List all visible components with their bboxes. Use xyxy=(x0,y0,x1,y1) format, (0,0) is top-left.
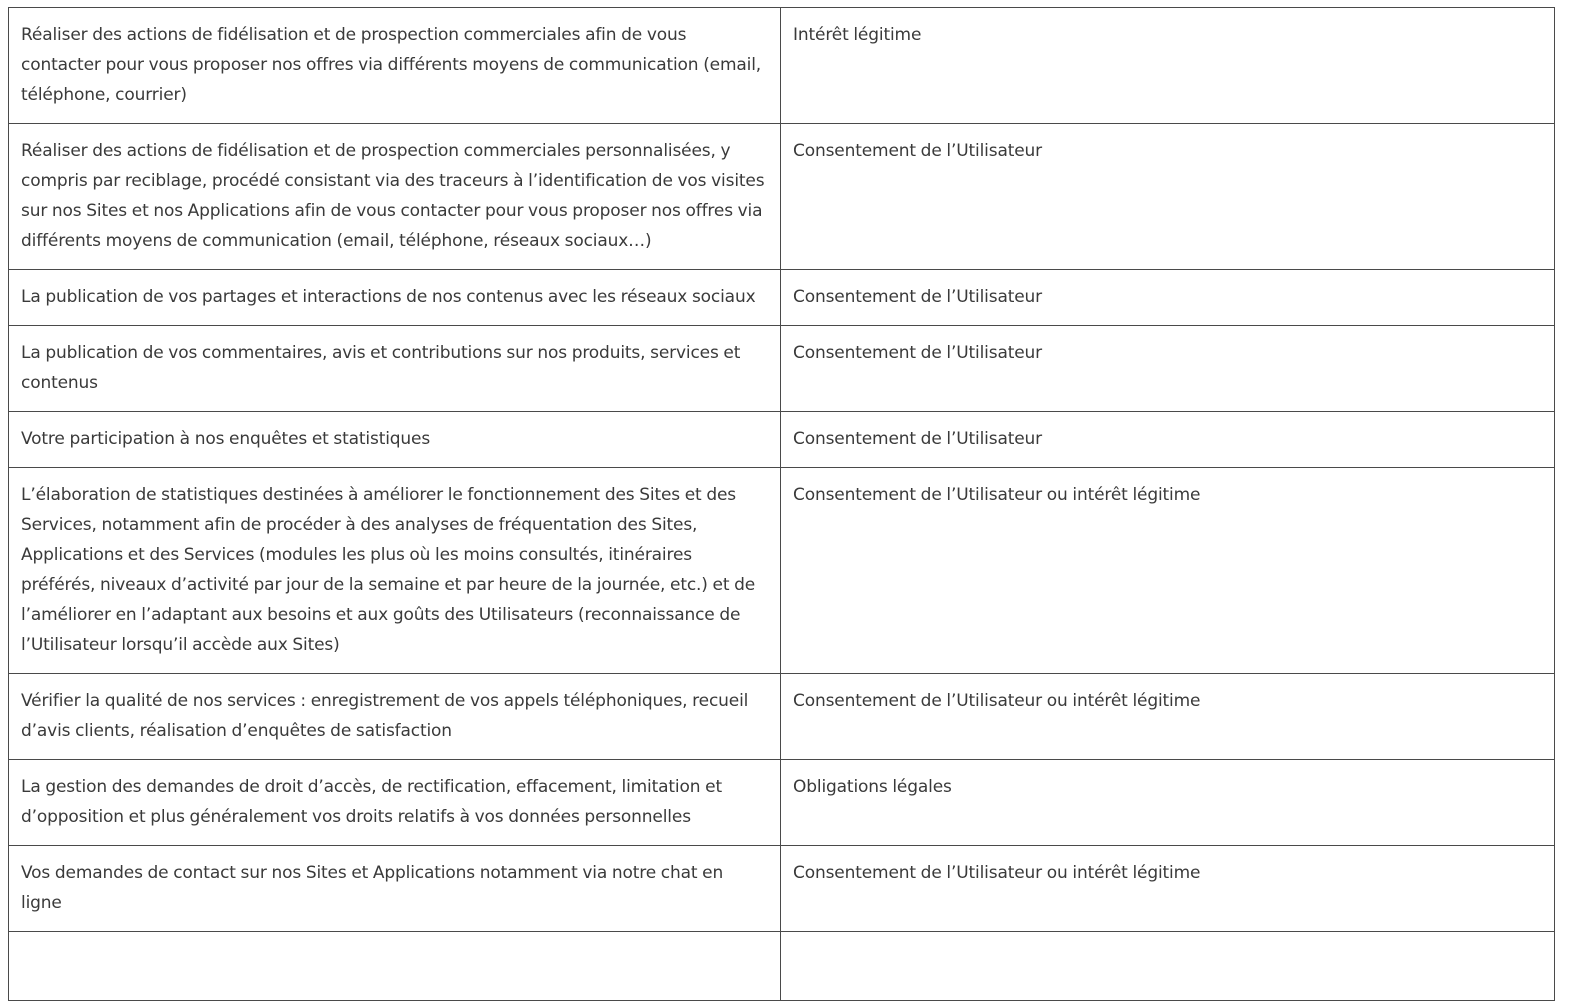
purpose-cell: L’élaboration de statistiques destinées à améliorer le fonctionnement des Sites et des Services, notamment afin de procéder à des analyses de fréquentation des Sites, Applications et des Services (modules les plus où les moins consultés, itinéraires préférés, niveaux d’activité par jour de la semaine et par heure de la journée, etc.) et de l’améliorer en l’adaptant aux besoins et aux goûts des Utilisateurs (reconnaissance de l’Utilisateur lorsqu’il accède aux Sites) xyxy=(9,468,781,674)
purpose-cell-empty xyxy=(9,932,781,1001)
legal-basis-cell-empty xyxy=(781,932,1555,1001)
purpose-cell: La publication de vos partages et interactions de nos contenus avec les réseaux sociaux xyxy=(9,270,781,326)
table-row xyxy=(9,760,1555,846)
legal-basis-cell: Consentement de l’Utilisateur xyxy=(781,326,1555,412)
table-row xyxy=(9,674,1555,760)
processing-table-wrapper xyxy=(8,7,1554,1001)
processing-purposes-table xyxy=(8,7,1555,1001)
purpose-cell: La gestion des demandes de droit d’accès, de rectification, effacement, limitation et d’opposition et plus généralement vos droits relatifs à vos données personnelles xyxy=(9,760,781,846)
legal-basis-cell: Consentement de l’Utilisateur xyxy=(781,270,1555,326)
legal-basis-cell: Consentement de l’Utilisateur xyxy=(781,124,1555,270)
table-row-partial xyxy=(9,932,1555,1001)
table-row xyxy=(9,468,1555,674)
legal-basis-cell: Consentement de l’Utilisateur ou intérêt légitime xyxy=(781,468,1555,674)
legal-basis-cell: Obligations légales xyxy=(781,760,1555,846)
table-row xyxy=(9,8,1555,124)
purpose-cell: Vérifier la qualité de nos services : enregistrement de vos appels téléphoniques, recueil d’avis clients, réalisation d’enquêtes de satisfaction xyxy=(9,674,781,760)
table-row xyxy=(9,326,1555,412)
table-row xyxy=(9,270,1555,326)
purpose-cell: Votre participation à nos enquêtes et statistiques xyxy=(9,412,781,468)
table-row xyxy=(9,846,1555,932)
table-row xyxy=(9,124,1555,270)
table-row xyxy=(9,412,1555,468)
purpose-cell: Réaliser des actions de fidélisation et de prospection commerciales afin de vous contacter pour vous proposer nos offres via différents moyens de communication (email, téléphone, courrier) xyxy=(9,8,781,124)
purpose-cell: Vos demandes de contact sur nos Sites et Applications notamment via notre chat en ligne xyxy=(9,846,781,932)
legal-basis-cell: Intérêt légitime xyxy=(781,8,1555,124)
purpose-cell: La publication de vos commentaires, avis et contributions sur nos produits, services et contenus xyxy=(9,326,781,412)
legal-basis-cell: Consentement de l’Utilisateur xyxy=(781,412,1555,468)
purpose-cell: Réaliser des actions de fidélisation et de prospection commerciales personnalisées, y compris par reciblage, procédé consistant via des traceurs à l’identification de vos visites sur nos Sites et nos Applications afin de vous contacter pour vous proposer nos offres via différents moyens de communication (email, téléphone, réseaux sociaux…) xyxy=(9,124,781,270)
legal-basis-cell: Consentement de l’Utilisateur ou intérêt légitime xyxy=(781,846,1555,932)
legal-basis-cell: Consentement de l’Utilisateur ou intérêt légitime xyxy=(781,674,1555,760)
